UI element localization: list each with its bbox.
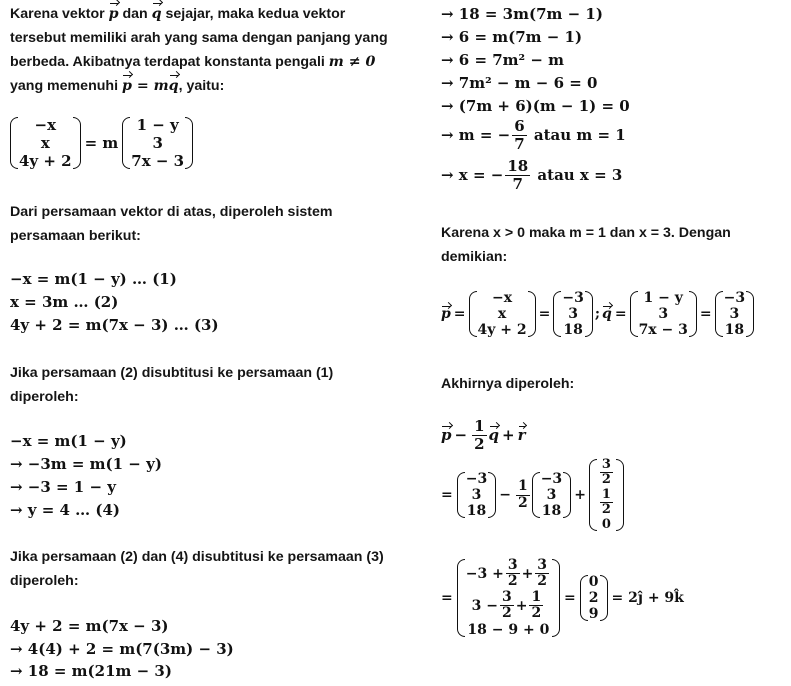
para2-line-1: Dari persamaan vektor di atas, diperoleh sistem [10, 204, 333, 220]
step1-line-4: → y = 4 … (4) [10, 501, 121, 519]
r-step-2: → 6 = m(7m − 1) [441, 28, 583, 46]
result-vector: 0 2 9 [580, 574, 608, 622]
lhs-vector: −x x 4y + 2 [10, 116, 81, 170]
intro-line-2: tersebut memiliki arah yang sama dengan panjang yang [10, 30, 388, 46]
p-vector-symbolic: −x x 4y + 2 [469, 290, 536, 338]
r-para1-line-1: Karena x > 0 maka m = 1 dan x = 3. Dengan [441, 225, 731, 241]
step1-line-1: −x = m(1 − y) [10, 432, 127, 450]
para4-line-2: diperoleh: [10, 573, 79, 589]
calc-sum-vector: −3 + $\frac{3}{2}$ + $\frac{3}{2}$ 3 − $\frac{3}{2}$ + $\frac{1}{2}$ 18 − 9 + 0 [457, 558, 560, 638]
vector-equation: −x x 4y + 2 = m 1 − y 3 7x − 3 [10, 116, 193, 170]
r-para1-line-2: demikian: [441, 249, 508, 265]
intro-line-4: yang memenuhi p = mq, yaitu: [10, 75, 224, 98]
r-step-5: → (7m + 6)(m − 1) = 0 [441, 97, 630, 115]
x-solution: → x = − $\frac{18}{7}$ atau x = 3 [441, 157, 623, 193]
rhs-vector: 1 − y 3 7x − 3 [122, 116, 193, 170]
para3-line-2: diperoleh: [10, 389, 79, 405]
calc-line-2: = −3 + $\frac{3}{2}$ + $\frac{3}{2}$ 3 − $\frac{3}{2}$ + $\frac{1}{2}$ 18 − 9 + 0 = 0 2 9 = 2ĵ + 9k̂ [441, 557, 684, 638]
calc-q-vector: −3 3 18 [532, 471, 571, 519]
calc-p-vector: −3 3 18 [457, 471, 496, 519]
para4-line-1: Jika persamaan (2) dan (4) disubtitusi ke persamaan (3) [10, 549, 384, 565]
final-result: = 2ĵ + 9k̂ [611, 589, 684, 606]
pq-vectors: p = −x x 4y + 2 = −3 3 18 ; q = 1 − y 3 7x − 3 = −3 3 18 [441, 290, 754, 338]
para2-line-2: persamaan berikut: [10, 228, 141, 244]
step2-line-1: 4y + 2 = m(7x − 3) [10, 617, 169, 635]
r-para2: Akhirnya diperoleh: [441, 376, 575, 392]
step1-line-3: → −3 = 1 − y [10, 478, 116, 496]
step2-line-3: → 18 = m(21m − 3) [10, 662, 172, 680]
r-step-4: → 7m² − m − 6 = 0 [441, 74, 598, 92]
x-fraction: $\frac{18}{7}$ [507, 157, 529, 193]
r-step-3: → 6 = 7m² − m [441, 51, 565, 69]
calc-r-vector: $\frac{3}{2}$ $\frac{1}{2}$ 0 [589, 458, 624, 532]
intro-line-3: berbeda. Akibatnya terdapat konstanta pengali m ≠ 0 [10, 54, 376, 70]
half-fraction: $\frac{1}{2}$ [474, 417, 485, 453]
m-solution: → m = − $\frac{6}{7}$ atau m = 1 [441, 117, 626, 153]
target-expression: p − $\frac{1}{2}$ q + r [441, 417, 526, 453]
q-vector-symbolic: 1 − y 3 7x − 3 [630, 290, 697, 338]
system-eq-2: x = 3m … (2) [10, 293, 119, 311]
q-vector-value: −3 3 18 [715, 290, 754, 338]
calc-line-1: = −3 3 18 − $\frac{1}{2}$ −3 3 18 + $\frac{3}{2}$ $\frac{1}{2}$ 0 [441, 458, 624, 532]
p-vector-value: −3 3 18 [553, 290, 592, 338]
step2-line-2: → 4(4) + 2 = m(7(3m) − 3) [10, 640, 234, 658]
para3-line-1: Jika persamaan (2) disubtitusi ke persamaan (1) [10, 365, 334, 381]
m-fraction: $\frac{6}{7}$ [514, 117, 525, 153]
r-step-1: → 18 = 3m(7m − 1) [441, 5, 603, 23]
intro-line-1: Karena vektor p dan q sejajar, maka kedua vektor [10, 3, 345, 26]
system-eq-3: 4y + 2 = m(7x − 3) … (3) [10, 316, 219, 334]
system-eq-1: −x = m(1 − y) … (1) [10, 270, 177, 288]
step1-line-2: → −3m = m(1 − y) [10, 455, 162, 473]
